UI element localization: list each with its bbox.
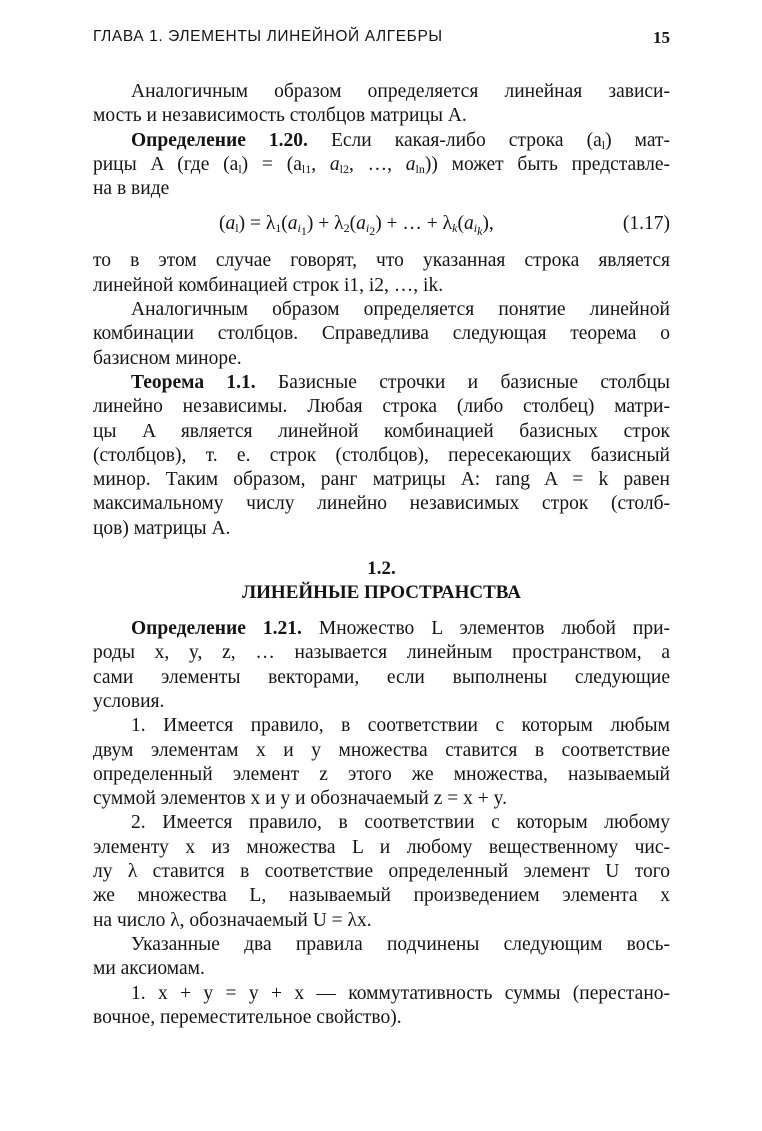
- text-line: условия.: [93, 690, 165, 712]
- text-line: суммой элементов x и y и обозначаемый z = x + y.: [93, 788, 507, 810]
- text-line: то в этом случае говорят, что указанная строка является: [93, 250, 670, 272]
- text-line: сами элементы векторами, если выполнены следующие: [93, 666, 670, 688]
- section-number: 1.2.: [367, 558, 396, 580]
- text-line: вочное, переместительное свойство).: [93, 1006, 402, 1028]
- text-line: комбинации столбцов. Справедлива следующая теорема о: [93, 323, 670, 345]
- definition-1-20: [93, 129, 670, 202]
- definition-label: Определение 1.20.: [131, 129, 308, 151]
- text-line: мость и независимость столбцов матрицы A.: [93, 105, 467, 127]
- page-number: 15: [653, 28, 670, 47]
- equation-1-17: [93, 207, 670, 241]
- equation-expression: $(a_l) = \lambda_1(a_{i_1}) + \lambda_2(a_{i_2})$ + … + $\lambda_k(a_{i_k})$,: [219, 213, 494, 239]
- paragraph-linear-dependence-columns: [93, 80, 670, 129]
- text-line: минор. Таким образом, ранг матрицы A: rang A = k равен: [93, 469, 670, 491]
- rule-2: [93, 811, 670, 932]
- text-line: роды x, y, z, … называется линейным пространством, а: [93, 642, 670, 664]
- text-line: 1. Имеется правило, в соответствии с которым любым: [131, 715, 670, 737]
- text-line: Аналогичным образом определяется понятие линейной: [131, 299, 670, 321]
- definition-label: Определение 1.21.: [131, 618, 302, 640]
- text-line: 1. x + y = y + x — коммутативность суммы (перестано-: [131, 982, 670, 1004]
- text-line: Аналогичным образом определяется линейная зависи-: [131, 81, 670, 102]
- text-line: базисном миноре.: [93, 347, 242, 369]
- axiom-1: [93, 982, 670, 1031]
- text-line: на число λ, обозначаемый U = λx.: [93, 909, 372, 931]
- theorem-label: Теорема 1.1.: [131, 371, 256, 393]
- equation-number: (1.17): [622, 213, 670, 235]
- text-line: 2. Имеется правило, в соответствии с которым любому: [131, 812, 670, 834]
- definition-1-21: [93, 617, 670, 714]
- text-line: лу λ ставится в соответствие определенный элемент U того: [93, 861, 670, 883]
- running-header: [93, 28, 670, 50]
- page-body: [93, 80, 670, 1030]
- text-line: цов) матрицы A.: [93, 517, 231, 539]
- section-title: ЛИНЕЙНЫЕ ПРОСТРАНСТВА: [242, 582, 521, 604]
- paragraph-linear-combination: [93, 249, 670, 298]
- text-line: максимальному числу линейно независимых строк (столб-: [93, 493, 670, 515]
- text-line: линейной комбинацией строк i1, i2, …, ik.: [93, 274, 444, 296]
- text-line: Теорема 1.1. Базисные строчки и базисные столбцы: [131, 371, 670, 393]
- paragraph-columns-combination: [93, 298, 670, 371]
- theorem-1-1: [93, 371, 670, 541]
- chapter-title: ГЛАВА 1. ЭЛЕМЕНТЫ ЛИНЕЙНОЙ АЛГЕБРЫ: [93, 28, 443, 45]
- text-line: (столбцов), т. е. строк (столбцов), пересекающих базисный: [93, 444, 670, 466]
- text-line: линейно независимы. Любая строка (либо столбец) матри-: [93, 396, 670, 418]
- text-line: рицы A (где $(a_l) = (a_{l1}$, $a_{l2}$, …, $a_{ln}$)) может быть представле-: [93, 153, 671, 176]
- text-line: на в виде: [93, 178, 170, 200]
- text-line: Определение 1.20. Если какая-либо строка $(a_l)$ мат-: [131, 129, 670, 152]
- paragraph-axioms-intro: [93, 933, 670, 982]
- text-line: двум элементам x и y множества ставится в соответствие: [93, 739, 670, 761]
- text-line: Указанные два правила подчинены следующим вось-: [131, 933, 670, 955]
- text-line: Определение 1.21. Множество L элементов любой при-: [131, 618, 670, 640]
- text-line: ми аксиомам.: [93, 958, 205, 980]
- text-line: же множества L, называемый произведением элемента x: [93, 885, 670, 907]
- rule-1: [93, 714, 670, 811]
- text-line: цы A является линейной комбинацией базисных строк: [93, 420, 670, 442]
- text-line: элементу x из множества L и любому вещественному чис-: [93, 836, 670, 858]
- text-line: определенный элемент z этого же множества, называемый: [93, 763, 670, 785]
